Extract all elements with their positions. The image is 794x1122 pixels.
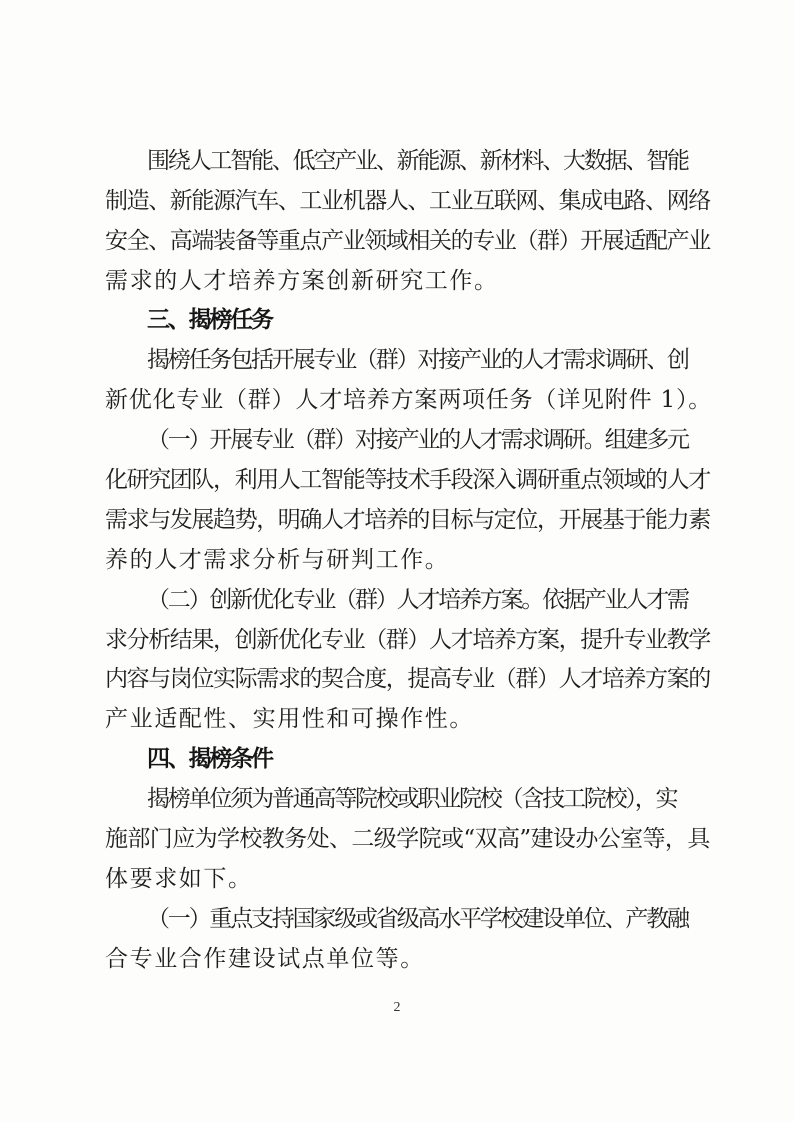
- paragraph-line: 养的人才需求分析与研判工作。: [105, 547, 450, 573]
- paragraph-line: （一）开展专业（群）对接产业的人才需求调研。组建多元: [147, 427, 688, 453]
- paragraph-line: 安全、高端装备等重点产业领域相关的专业（群）开展适配产业: [105, 228, 710, 254]
- paragraph-line: 围绕人工智能、低空产业、新能源、新材料、大数据、智能: [147, 148, 688, 174]
- paragraph-line: 体要求如下。: [105, 866, 253, 892]
- paragraph-line: 制造、新能源汽车、工业机器人、工业互联网、集成电路、网络: [105, 188, 710, 214]
- paragraph-line: 新优化专业（群）人才培养方案两项任务（详见附件 1）。: [105, 387, 713, 413]
- paragraph-line: 揭榜单位须为普通高等院校或职业院校（含技工院校），实: [147, 786, 677, 812]
- paragraph-line: 化研究团队，利用人工智能等技术手段深入调研重点领域的人才: [105, 467, 710, 493]
- paragraph-line: （二）创新优化专业（群）人才培养方案。依据产业人才需: [147, 587, 688, 613]
- paragraph-line: 需求与发展趋势，明确人才培养的目标与定位，开展基于能力素: [105, 507, 710, 533]
- paragraph-line: （一）重点支持国家级或省级高水平学校建设单位、产教融: [147, 906, 688, 932]
- section-heading-3: 三、揭榜任务: [147, 307, 272, 333]
- paragraph-line: 揭榜任务包括开展专业（群）对接产业的人才需求调研、创: [147, 347, 688, 373]
- section-heading-4: 四、揭榜条件: [147, 746, 272, 772]
- paragraph-line: 求分析结果，创新优化专业（群）人才培养方案，提升专业教学: [105, 627, 710, 653]
- page-number: 2: [393, 1000, 401, 1015]
- paragraph-line: 内容与岗位实际需求的契合度，提高专业（群）人才培养方案的: [105, 666, 710, 692]
- paragraph-line: 合专业合作建设试点单位等。: [105, 946, 425, 972]
- paragraph-line: 需求的人才培养方案创新研究工作。: [105, 268, 499, 294]
- paragraph-line: 产业适配性、实用性和可操作性。: [105, 706, 474, 732]
- paragraph-line: 施部门应为学校教务处、二级学院或“双高”建设办公室等，具: [105, 826, 710, 852]
